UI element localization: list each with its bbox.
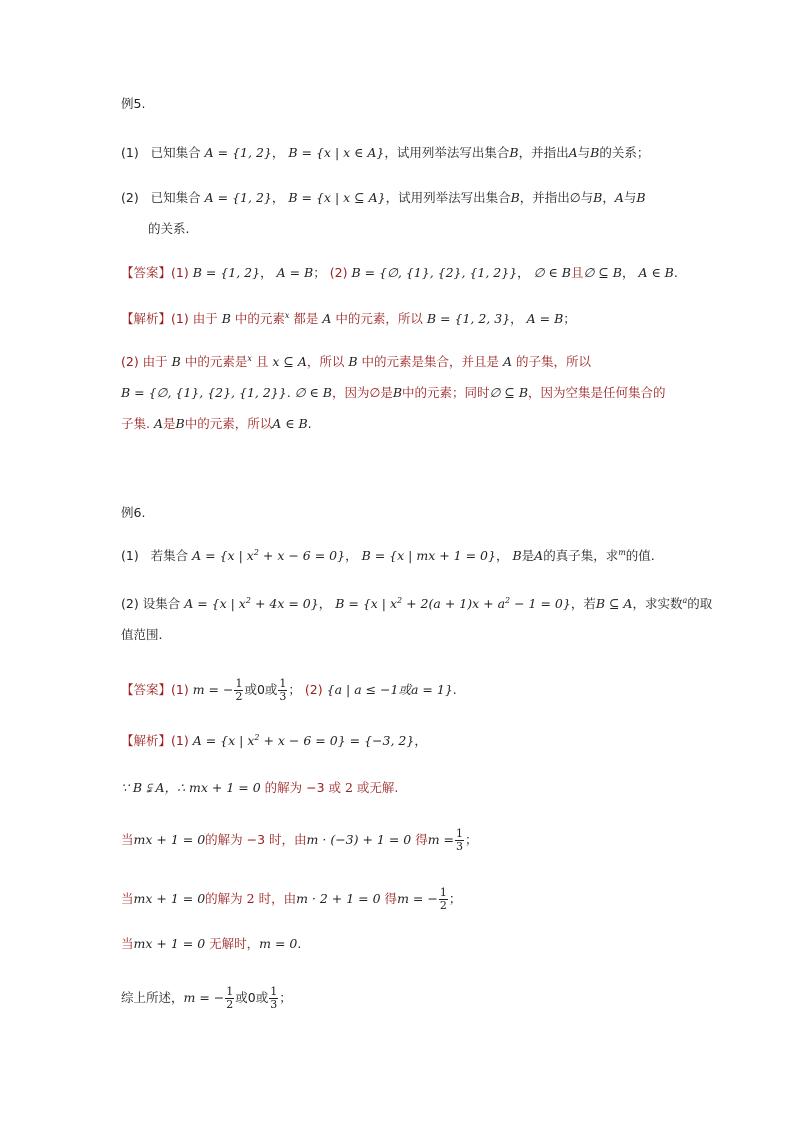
formula <box>193 733 415 748</box>
example-6-analysis-1 <box>121 733 427 749</box>
text: 的值. <box>625 548 655 563</box>
exponent: 2 <box>245 595 251 605</box>
formula-part: A = {x | x <box>192 548 254 563</box>
example-5-question-2-cont: 的关系. <box>148 221 190 236</box>
text: ， <box>271 145 285 160</box>
text: 的真子集，求 <box>543 548 619 563</box>
example-6-analysis-4 <box>121 887 461 912</box>
text: ； <box>563 311 576 326</box>
numerator: 1 <box>456 827 464 840</box>
formula: mx + 1 = 0 <box>133 891 206 906</box>
formula-part: + 2(a + 1)x + a <box>402 596 506 611</box>
text: (1) <box>171 682 189 697</box>
text: ， <box>517 265 530 280</box>
text: ，并指出∅与 <box>519 190 594 205</box>
formula: ∅ ⊆ B <box>489 385 529 400</box>
text: ； <box>288 682 301 697</box>
text: ； <box>313 265 326 280</box>
number: 2 <box>246 891 255 906</box>
numerator: 1 <box>235 677 243 690</box>
text: 的解为 −3 或 <box>260 780 345 795</box>
example-6-question-1 <box>121 548 655 564</box>
text: 与 <box>577 145 591 160</box>
text: 的解为 −3 时，由 <box>205 832 307 847</box>
formula: A ∈ B <box>272 416 308 431</box>
text: ， <box>621 265 635 280</box>
text: 的关系； <box>599 145 650 160</box>
formula: m · (−3) + 1 = 0 <box>306 832 412 847</box>
formula: B = {x | x ∈ A} <box>288 145 385 160</box>
var: x <box>284 310 290 320</box>
formula <box>192 548 345 563</box>
var: x <box>247 353 252 363</box>
denominator: 3 <box>456 840 464 853</box>
formula-part: B = {x | x <box>335 596 398 611</box>
text: 当 <box>121 832 134 847</box>
example-5-title: 例5. <box>121 96 146 111</box>
formula: B = {∅, {1}, {2}, {1, 2}} <box>351 265 518 280</box>
formula: A = B <box>276 265 314 280</box>
formula: B = {1, 2, 3} <box>426 311 511 326</box>
formula: ，∴ mx + 1 = 0 <box>164 780 261 795</box>
text: 或无解. <box>352 780 399 795</box>
text: ； <box>465 832 478 847</box>
formula: A = {1, 2} <box>204 190 272 205</box>
text: ，求实数 <box>632 596 683 611</box>
formula: . ∅ ∈ B <box>286 385 332 400</box>
formula: m · 2 + 1 = 0 <box>296 891 381 906</box>
text: 的子集，所以 <box>516 354 592 369</box>
numerator: 1 <box>439 886 447 899</box>
text: 设集合 <box>142 596 181 611</box>
text: . <box>297 936 302 951</box>
text: 已知集合 <box>150 145 201 160</box>
text: ，因为∅是 <box>331 385 393 400</box>
formula: m = 0 <box>259 936 298 951</box>
formula: m = <box>427 832 455 847</box>
formula-part: + 4x = 0} <box>250 596 319 611</box>
text: ， <box>414 733 427 748</box>
text: . <box>673 265 678 280</box>
text: 时，由 <box>254 891 297 906</box>
text: 且 <box>570 265 584 280</box>
formula-part: + x − 6 = 0} <box>258 548 346 563</box>
q-number: (2) <box>121 596 139 611</box>
text: ， <box>260 265 273 280</box>
formula: B = {1, 2} <box>192 265 261 280</box>
analysis-tag: 【解析】 <box>121 311 172 326</box>
var: A <box>322 311 332 326</box>
analysis-tag: 【解析】 <box>121 733 172 748</box>
var: A <box>534 548 544 563</box>
var: A <box>503 354 513 369</box>
example-6-analysis-5 <box>121 936 301 952</box>
example-5-question-1 <box>121 145 649 161</box>
formula: B ⊆ A <box>595 596 633 611</box>
q-number: (2) <box>121 190 139 205</box>
text: 无解时， <box>205 936 260 951</box>
var: a <box>682 595 688 605</box>
example-5-analysis-1 <box>121 311 576 327</box>
formula: ∅ ∈ B <box>533 265 571 280</box>
text: ，试用列举法写出集合 <box>384 145 510 160</box>
text: ， <box>602 190 615 205</box>
text: 当 <box>121 936 134 951</box>
text: 是 <box>163 416 176 431</box>
denominator: 3 <box>279 690 287 703</box>
text: 综上所述， <box>121 990 184 1005</box>
text: 若集合 <box>150 548 189 563</box>
var: m <box>618 547 626 557</box>
var: A <box>614 190 624 205</box>
text: 中的元素，所以 <box>335 311 423 326</box>
example-6-analysis-3 <box>121 828 478 853</box>
q-number: (1) <box>121 548 139 563</box>
var: B <box>590 145 600 160</box>
var: B <box>512 548 522 563</box>
answer-tag: 【答案】 <box>121 265 172 280</box>
var: B <box>221 311 231 326</box>
var: B <box>392 385 403 400</box>
text: 中的元素是集合，并且是 <box>361 354 500 369</box>
text: 中的元素 <box>234 311 285 326</box>
formula: B = {x | mx + 1 = 0} <box>361 548 496 563</box>
text: (2) 由于 <box>121 354 168 369</box>
formula: A = {1, 2} <box>204 145 272 160</box>
text: . <box>452 682 457 697</box>
exponent: 2 <box>397 595 403 605</box>
text: ， <box>495 548 509 563</box>
text: ， <box>271 190 285 205</box>
fraction <box>269 986 278 1011</box>
example-5-analysis-2 <box>121 354 591 370</box>
example-5-analysis-4 <box>121 416 312 432</box>
text: (2) <box>329 265 348 280</box>
example-6-analysis-6 <box>121 986 292 1011</box>
var: A <box>568 145 578 160</box>
numerator: 1 <box>279 677 287 690</box>
text: (1) <box>171 265 189 280</box>
fraction <box>278 678 287 703</box>
text: 中的元素，所以 <box>184 416 273 431</box>
var: B <box>509 145 519 160</box>
formula-part: + x − 6 = 0} = {−3, 2} <box>259 733 415 748</box>
text: (2) <box>304 682 323 697</box>
answer-tag: 【答案】 <box>121 682 172 697</box>
formula: ∵ B ⫋ A <box>121 780 165 795</box>
text: . <box>307 416 312 431</box>
text: ，若 <box>570 596 596 611</box>
example-6-question-2 <box>121 596 712 612</box>
var: B <box>636 190 646 205</box>
formula: A ∈ B <box>638 265 674 280</box>
denominator: 2 <box>235 690 243 703</box>
numerator: 1 <box>270 985 278 998</box>
text: ， <box>510 311 523 326</box>
text: 的取 <box>687 596 713 611</box>
text: 子集. <box>121 416 150 431</box>
var: B <box>171 354 181 369</box>
denominator: 3 <box>270 998 278 1011</box>
denominator: 2 <box>439 899 447 912</box>
formula-part: A = {x | x <box>192 733 255 748</box>
example-6-answer <box>121 678 457 703</box>
text: 的解为 <box>205 891 247 906</box>
text: 与 <box>623 190 637 205</box>
formula-part: − 1 = 0} <box>510 596 571 611</box>
text: ； <box>448 891 462 906</box>
q-number: (1) <box>121 145 139 160</box>
var: B <box>510 190 520 205</box>
fraction <box>234 678 243 703</box>
var: B <box>348 354 358 369</box>
formula: ∅ ⊆ B <box>583 265 622 280</box>
text: ，试用列举法写出集合 <box>385 190 511 205</box>
example-5-answer <box>121 265 678 281</box>
example-6-question-2-cont: 值范围. <box>121 627 163 642</box>
number: 2 <box>345 780 353 795</box>
text: ， <box>318 596 332 611</box>
var: A <box>153 416 163 431</box>
numerator: 1 <box>226 985 234 998</box>
exponent: 2 <box>505 595 511 605</box>
var: B <box>175 416 185 431</box>
example-5-analysis-3 <box>121 385 666 401</box>
text: (1) <box>171 733 189 748</box>
text: 得 <box>411 832 428 847</box>
text: 已知集合 <box>150 190 201 205</box>
formula: m = − <box>397 891 438 906</box>
text: (1) 由于 <box>171 311 218 326</box>
formula: x ⊆ A <box>272 354 307 369</box>
var: B <box>593 190 603 205</box>
formula: B = {x | x ⊆ A} <box>288 190 386 205</box>
text: ，并指出 <box>518 145 569 160</box>
formula <box>335 596 571 611</box>
formula <box>184 596 319 611</box>
text: 得 <box>380 891 398 906</box>
formula: mx + 1 = 0 <box>133 832 206 847</box>
text: 或0或 <box>244 682 278 697</box>
exponent: 2 <box>254 732 260 742</box>
formula-part: A = {x | x <box>184 596 246 611</box>
example-6-analysis-2 <box>121 780 398 796</box>
fraction <box>225 986 234 1011</box>
exponent: 2 <box>253 547 259 557</box>
text: 是 <box>521 548 535 563</box>
example-6-title: 例6. <box>121 505 146 520</box>
formula: m = − <box>192 682 234 697</box>
text: 且 <box>255 354 269 369</box>
formula: {a | a ≤ −1或a = 1} <box>326 682 453 697</box>
fraction <box>439 887 448 912</box>
text: 中的元素是 <box>184 354 248 369</box>
text: 中的元素；同时 <box>402 385 490 400</box>
formula: m = − <box>183 990 225 1005</box>
example-5-question-2 <box>121 190 646 206</box>
fraction <box>455 828 464 853</box>
formula: B = {∅, {1}, {2}, {1, 2}} <box>121 385 287 400</box>
formula: mx + 1 = 0 <box>133 936 206 951</box>
denominator: 2 <box>226 998 234 1011</box>
text: ； <box>279 990 292 1005</box>
text: 当 <box>121 891 134 906</box>
formula: A = B <box>526 311 564 326</box>
text: ， <box>345 548 358 563</box>
text: 或0或 <box>235 990 269 1005</box>
text: 都是 <box>293 311 319 326</box>
text: ，所以 <box>306 354 345 369</box>
text: ，因为空集是任何集合的 <box>528 385 666 400</box>
